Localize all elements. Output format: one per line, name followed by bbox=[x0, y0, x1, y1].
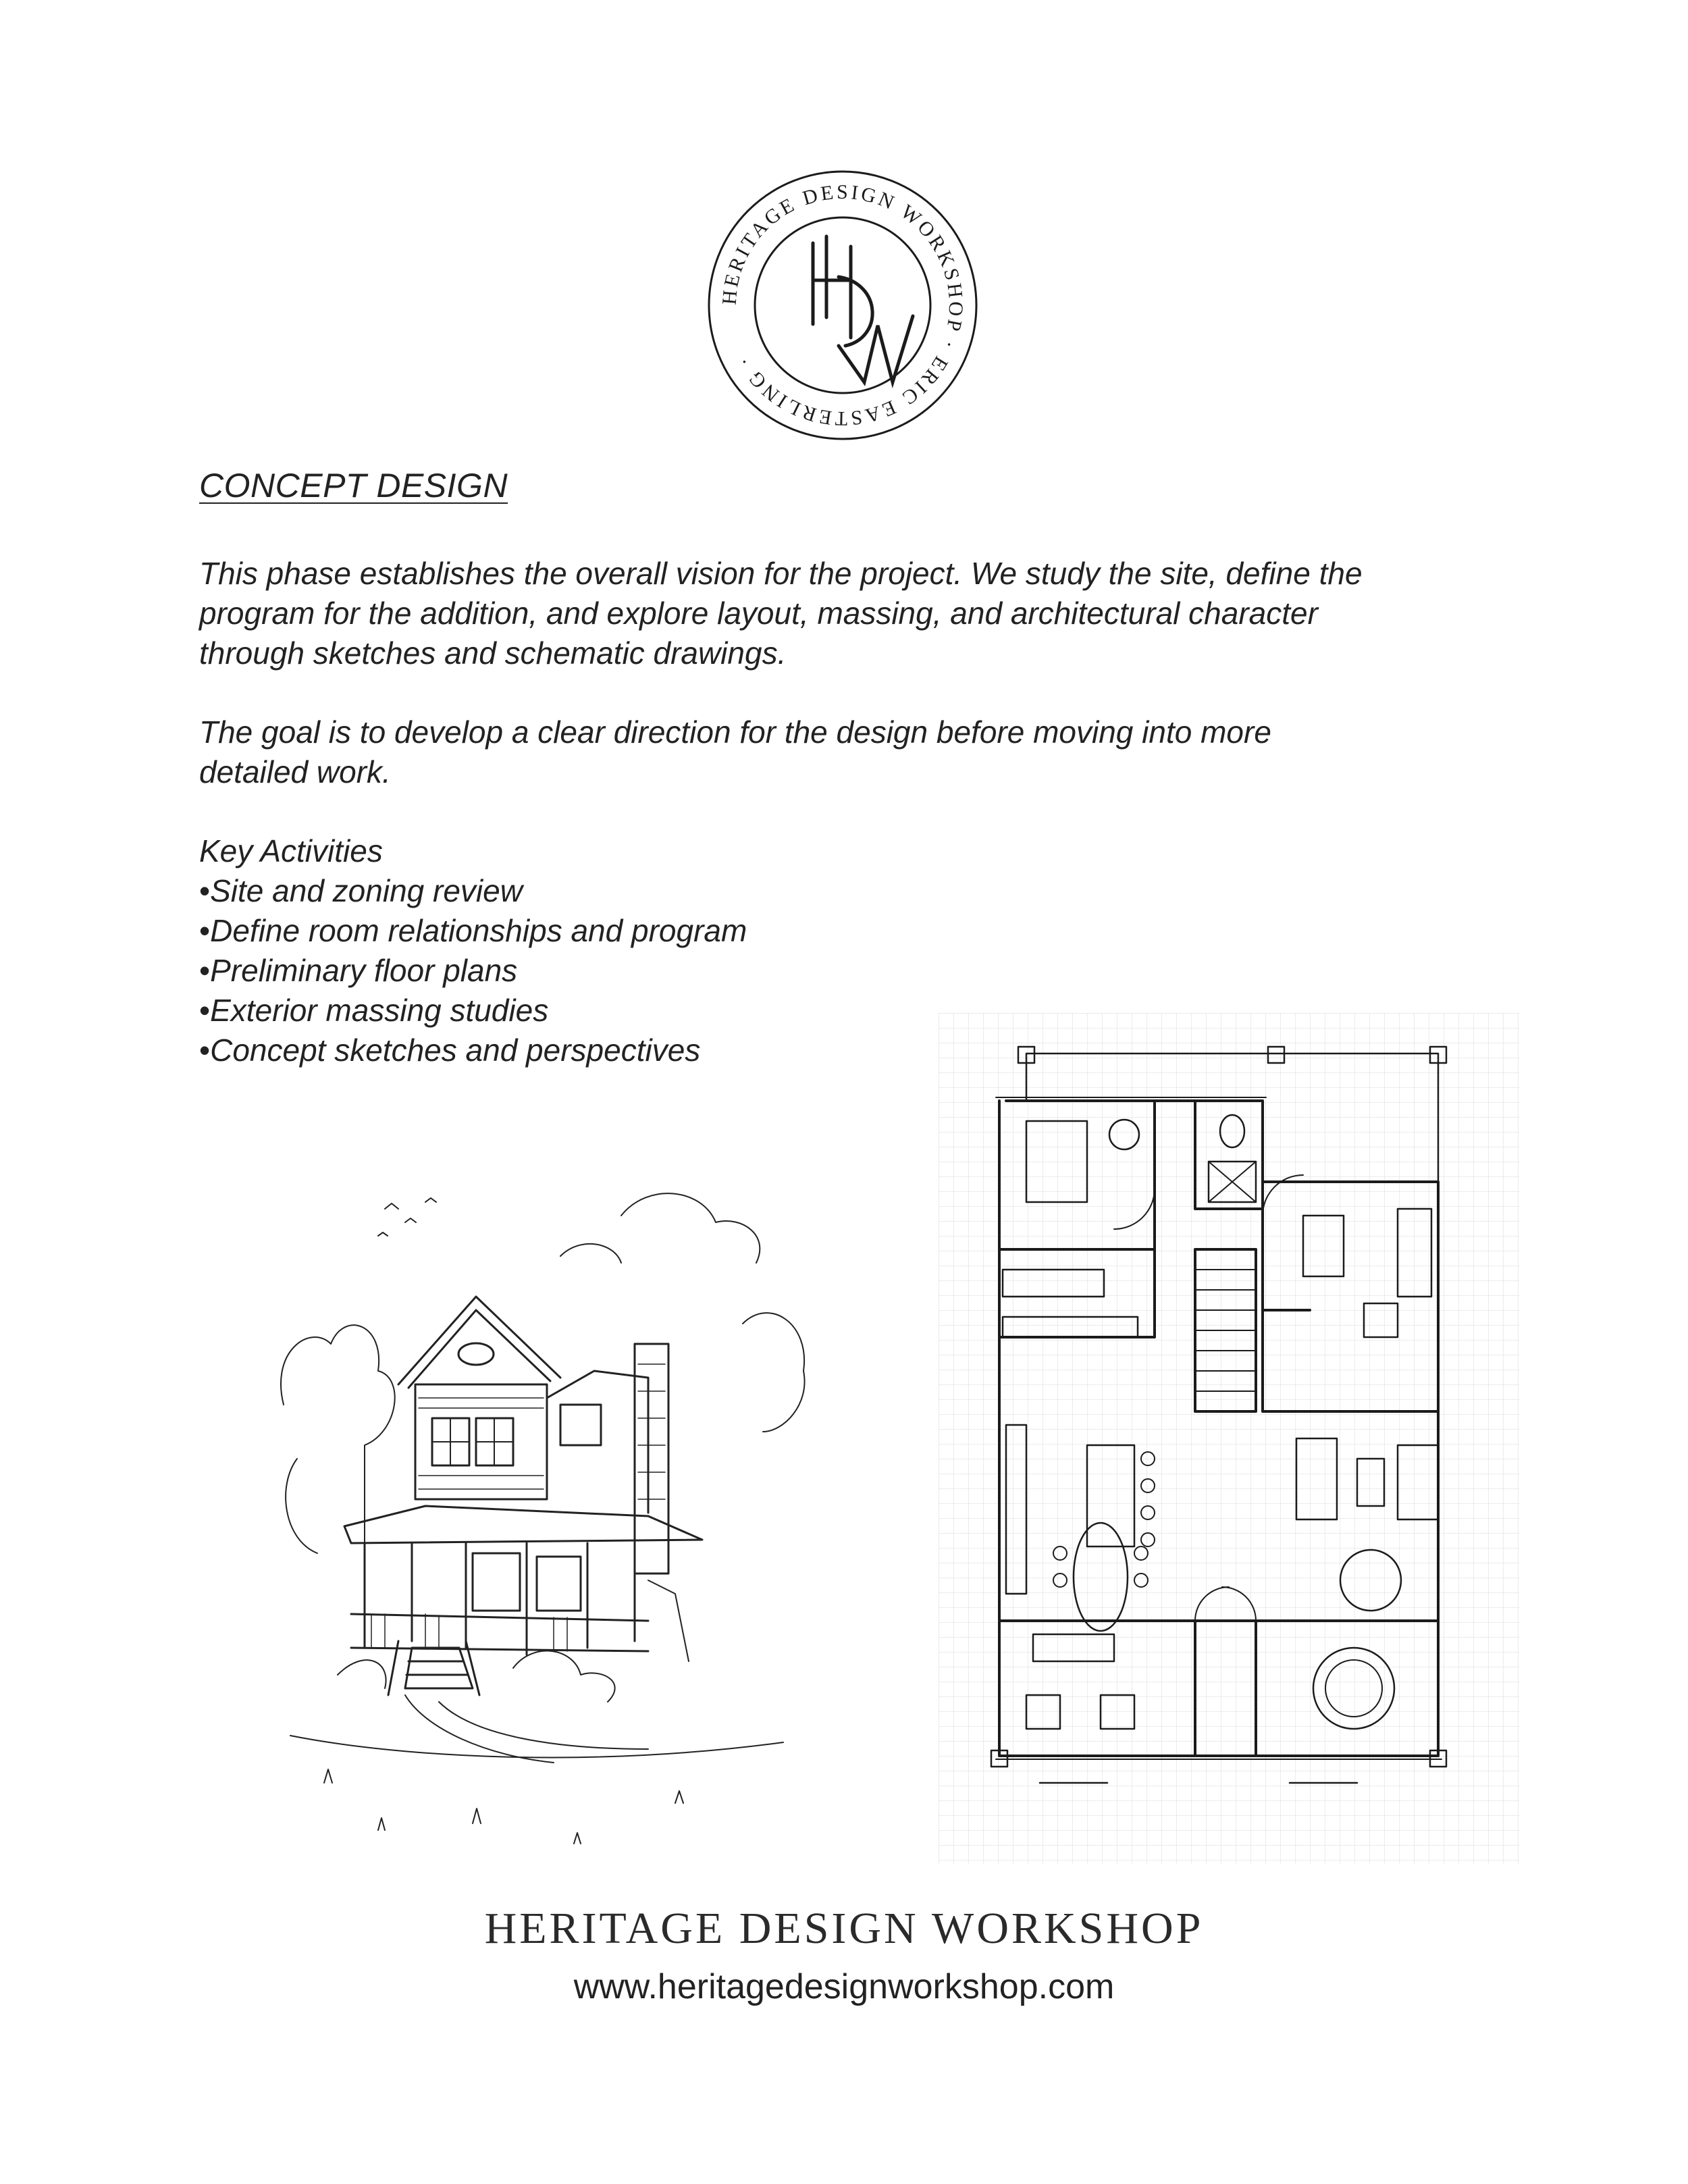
activity-item: • Define room relationships and program bbox=[199, 911, 1482, 951]
logo-seal-graphic bbox=[706, 169, 979, 442]
intro-paragraph bbox=[199, 554, 1482, 673]
hdw-logo-seal bbox=[706, 169, 979, 442]
section-title: CONCEPT DESIGN bbox=[199, 467, 508, 504]
logo-monogram-mark bbox=[813, 236, 913, 382]
goal-paragraph bbox=[199, 712, 1482, 792]
goal-line: The goal is to develop a clear direction for the design before moving into more bbox=[199, 714, 1271, 750]
intro-line: program for the addition, and explore layout, massing, and architectural character bbox=[199, 596, 1318, 631]
logo-ring-textpath: HERITAGE DESIGN WORKSHOP · ERIC EASTERLING · bbox=[718, 180, 968, 430]
footer-website-link[interactable]: www.heritagedesignworkshop.com bbox=[573, 1967, 1115, 2006]
activity-item: • Preliminary floor plans bbox=[199, 951, 1482, 991]
intro-line: This phase establishes the overall vision for the project. We study the site, define the bbox=[199, 556, 1363, 591]
goal-line: detailed work. bbox=[199, 754, 391, 789]
concept-design-section bbox=[199, 466, 1482, 1070]
activity-item: • Exterior massing studies bbox=[199, 991, 1482, 1031]
footer-brand-name: HERITAGE DESIGN WORKSHOP bbox=[484, 1904, 1204, 1953]
activities-heading: Key Activities bbox=[199, 833, 383, 868]
floor-plan-drawing bbox=[939, 1013, 1519, 1864]
page-footer bbox=[0, 1902, 1688, 2008]
activity-item: • Concept sketches and perspectives bbox=[199, 1031, 1482, 1070]
floor-plan-sketch bbox=[939, 1013, 1519, 1864]
activity-item: • Site and zoning review bbox=[199, 871, 1482, 911]
house-perspective-sketch bbox=[270, 1175, 810, 1864]
intro-line: through sketches and schematic drawings. bbox=[199, 635, 787, 671]
house-sketch-drawing bbox=[270, 1175, 810, 1864]
